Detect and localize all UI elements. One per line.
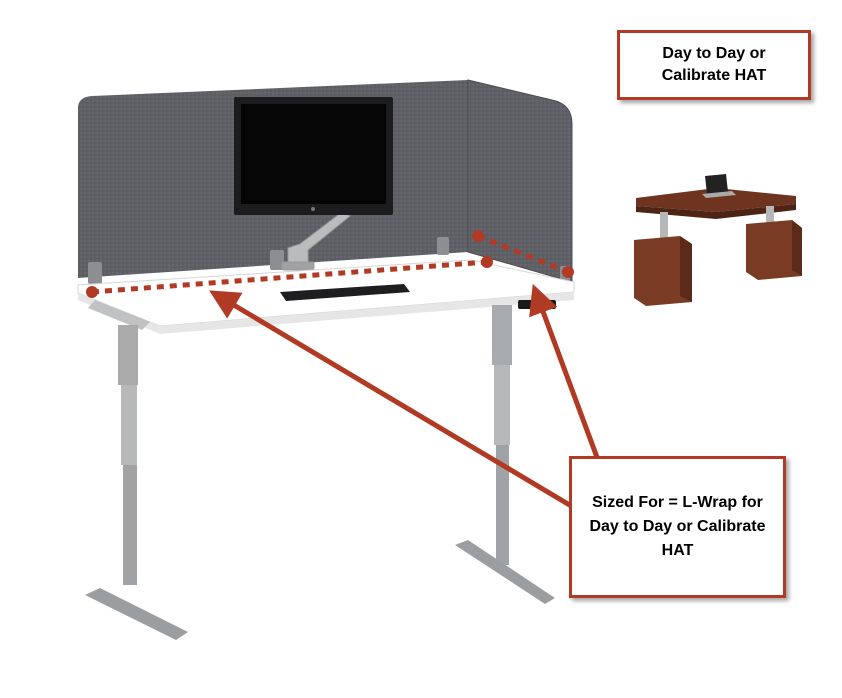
callout-bottom-line-3: HAT	[661, 542, 694, 559]
pointer-arrows	[222, 298, 598, 510]
callout-top-line-1: Day to Day or	[662, 45, 766, 62]
monitor	[234, 97, 393, 215]
callout-model-label	[617, 30, 811, 100]
callout-sized-for-label	[569, 456, 786, 598]
callout-top-line-2: Calibrate HAT	[661, 67, 767, 84]
desk-frame	[85, 300, 555, 640]
inset-desk-illustration	[634, 174, 802, 306]
callout-bottom-line-2: Day to Day or Calibrate	[589, 518, 766, 535]
callout-bottom-line-1: Sized For = L-Wrap for	[592, 494, 763, 511]
